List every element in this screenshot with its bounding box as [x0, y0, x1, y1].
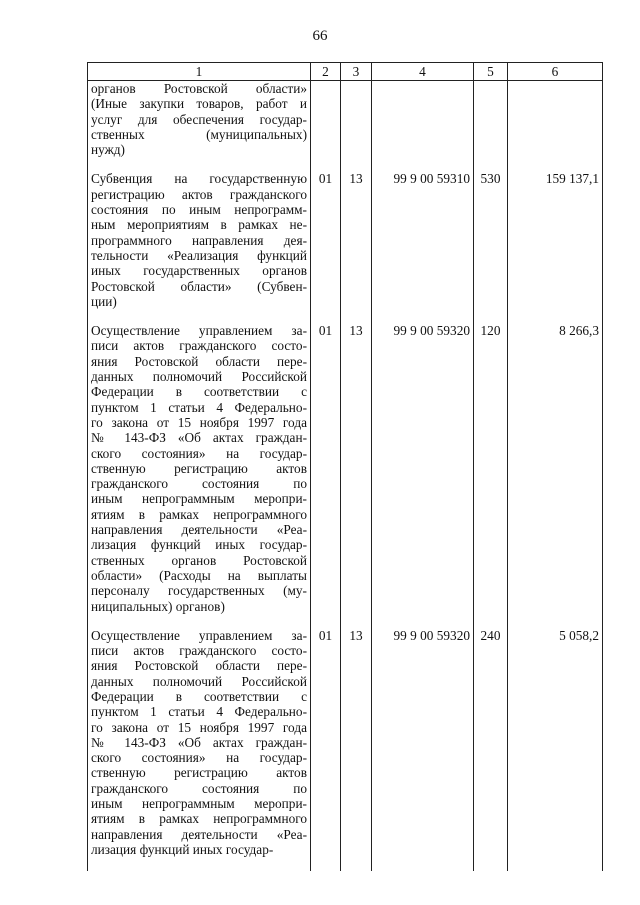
amount: 5 058,2 — [508, 628, 603, 871]
description-line: гражданского состояния по — [91, 476, 307, 492]
subsection-code: 13 — [341, 323, 372, 628]
description-line: органов Ростовской области» — [91, 81, 307, 96]
description-line: пунктом 1 статьи 4 Федерально- — [91, 704, 307, 720]
header-col-2: 2 — [311, 63, 341, 81]
target-article-code: 99 9 00 59320 — [372, 323, 474, 628]
description-line: регистрацию актов гражданского — [91, 186, 307, 202]
row-description — [88, 323, 311, 628]
description-line: иным непрограммным меропри- — [91, 796, 307, 812]
description-line: области» (Расходы на выплаты — [91, 567, 307, 583]
description-line: нужд) — [91, 142, 125, 158]
section-code: 01 — [311, 171, 341, 323]
table-header-row — [88, 63, 603, 81]
description-line: № 143-ФЗ «Об актах граждан- — [91, 734, 307, 750]
description-line: (Иные закупки товаров, работ и — [91, 96, 307, 112]
description-line: гражданского состояния по — [91, 780, 307, 796]
subsection-code: 13 — [341, 171, 372, 323]
header-col-6: 6 — [508, 63, 603, 81]
description-line: ным мероприятиям в рамках не- — [91, 217, 307, 233]
description-line: направления деятельности «Реа- — [91, 522, 307, 538]
target-article-code — [372, 81, 474, 172]
budget-table — [87, 62, 603, 871]
description-line: ственную регистрацию актов — [91, 460, 307, 476]
description-line: персоналу государственных (му- — [91, 583, 307, 599]
description-line: Субвенция на государственную — [91, 171, 307, 187]
table-body — [88, 81, 603, 872]
description-line: го закона от 15 ноября 1997 года — [91, 414, 307, 430]
amount: 8 266,3 — [508, 323, 603, 628]
description-line: программного направления дея- — [91, 232, 307, 248]
description-line: услуг для обеспечения государ- — [91, 111, 307, 127]
target-article-code: 99 9 00 59320 — [372, 628, 474, 871]
description-line: № 143-ФЗ «Об актах граждан- — [91, 430, 307, 446]
description-line: данных полномочий Российской — [91, 369, 307, 385]
table-row — [88, 323, 603, 628]
description-line: Федерации в соответствии с — [91, 688, 307, 704]
description-line: ятиям в рамках непрограммного — [91, 506, 307, 522]
description-line: ятиям в рамках непрограммного — [91, 811, 307, 827]
description-line: Федерации в соответствии с — [91, 384, 307, 400]
amount: 159 137,1 — [508, 171, 603, 323]
target-article-code: 99 9 00 59310 — [372, 171, 474, 323]
section-code: 01 — [311, 628, 341, 871]
header-col-3: 3 — [341, 63, 372, 81]
row-description — [88, 171, 311, 323]
header-col-4: 4 — [372, 63, 474, 81]
row-description — [88, 628, 311, 871]
section-code — [311, 81, 341, 172]
description-line: ского состояния» на государ- — [91, 750, 307, 766]
description-line: яния Ростовской области пере- — [91, 658, 307, 674]
description-line: состояния по иным непрограмм- — [91, 202, 307, 218]
row-description — [88, 81, 311, 172]
section-code: 01 — [311, 323, 341, 628]
expense-type-code: 240 — [474, 628, 508, 871]
description-line: го закона от 15 ноября 1997 года — [91, 719, 307, 735]
description-line: ского состояния» на государ- — [91, 445, 307, 461]
description-line: Ростовской области» (Субвен- — [91, 278, 307, 294]
header-col-1: 1 — [88, 63, 311, 81]
description-line: Осуществление управлением за- — [91, 323, 307, 339]
description-line: тельности «Реализация функций — [91, 247, 307, 263]
description-line: яния Ростовской области пере- — [91, 353, 307, 369]
description-line: иных государственных органов — [91, 263, 307, 279]
description-line: пунктом 1 статьи 4 Федерально- — [91, 399, 307, 415]
description-line: данных полномочий Российской — [91, 673, 307, 689]
description-line: писи актов гражданского состо- — [91, 338, 307, 354]
table-row — [88, 171, 603, 323]
expense-type-code — [474, 81, 508, 172]
expense-type-code: 120 — [474, 323, 508, 628]
description-line: ниципальных) органов) — [91, 598, 225, 614]
table-row — [88, 81, 603, 172]
description-line: ственных органов Ростовской — [91, 552, 307, 568]
description-line: писи актов гражданского состо- — [91, 643, 307, 659]
description-line: ственных (муниципальных) — [91, 126, 307, 142]
expense-type-code: 530 — [474, 171, 508, 323]
description-line: лизация функций иных государ- — [91, 537, 307, 553]
description-line: Осуществление управлением за- — [91, 627, 307, 643]
subsection-code: 13 — [341, 628, 372, 871]
page-number: 66 — [312, 28, 328, 44]
header-col-5: 5 — [474, 63, 508, 81]
subsection-code — [341, 81, 372, 172]
amount — [508, 81, 603, 172]
description-line: ственную регистрацию актов — [91, 765, 307, 781]
description-line: лизация функций иных государ- — [91, 841, 274, 857]
description-line: направления деятельности «Реа- — [91, 826, 307, 842]
table-row — [88, 628, 603, 871]
description-line: иным непрограммным меропри- — [91, 491, 307, 507]
description-line: ции) — [91, 293, 117, 309]
